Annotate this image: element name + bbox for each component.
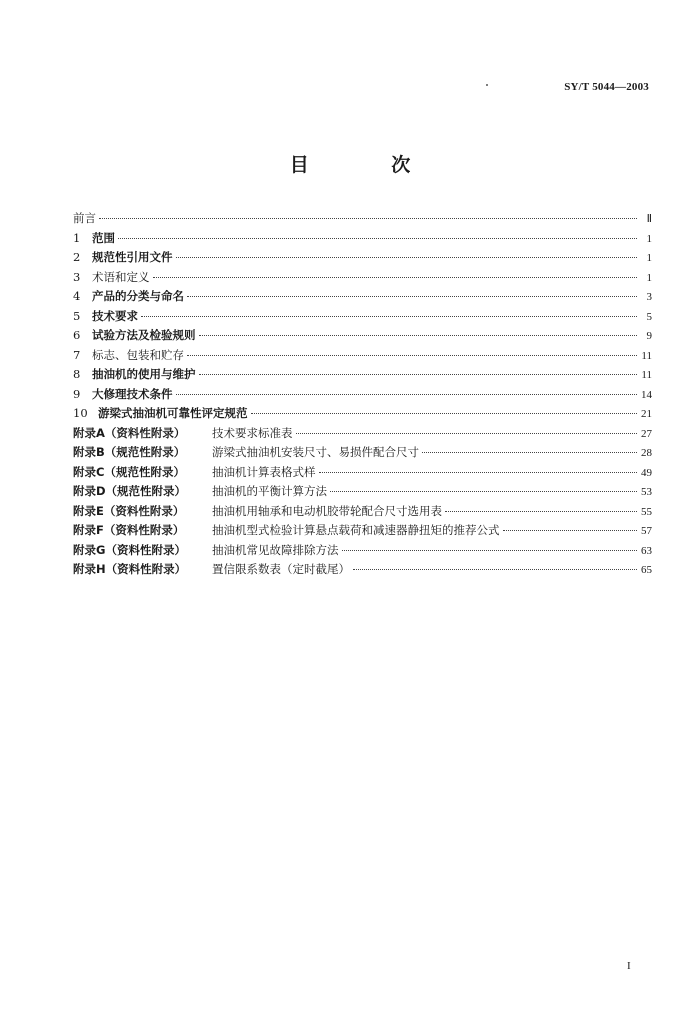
- toc-entry-appendix[interactable]: [73, 541, 652, 561]
- toc-entry-page: 1: [646, 252, 652, 264]
- dot-leader: [141, 316, 637, 317]
- dot-leader: [99, 218, 637, 219]
- toc-entry-appendix[interactable]: [73, 521, 652, 541]
- toc-entry-page: 11: [641, 369, 652, 381]
- appendix-tag: 附录F（资料性附录）: [73, 523, 185, 537]
- toc-entry-page: Ⅱ: [646, 213, 652, 225]
- toc-entry-chapter[interactable]: [73, 229, 652, 249]
- toc-entry-page: 63: [641, 544, 652, 557]
- dot-leader: [187, 355, 637, 356]
- appendix-tag: 附录A（资料性附录）: [73, 425, 186, 440]
- dot-leader: [153, 277, 638, 278]
- toc-entry-page: 5: [646, 310, 652, 323]
- toc-entry-foreword[interactable]: [73, 209, 652, 229]
- toc-entry-number: 4: [73, 289, 81, 303]
- toc-entry-chapter[interactable]: [73, 248, 652, 268]
- toc-entry-page: 3: [646, 291, 652, 303]
- toc-entry-page: 1: [646, 271, 652, 284]
- dot-leader: [445, 511, 637, 512]
- dot-leader: [199, 374, 638, 375]
- toc-entry-number: 6: [73, 328, 81, 342]
- dot-leader: [353, 569, 637, 570]
- toc-entry-page: 1: [646, 232, 652, 245]
- toc-entry-page: 55: [641, 505, 652, 518]
- toc-entry-chapter[interactable]: [73, 268, 652, 288]
- toc-entry-label: 术语和定义: [92, 269, 150, 284]
- scan-speck: [486, 84, 488, 86]
- appendix-tag: 附录H（资料性附录）: [73, 562, 187, 576]
- toc-entry-page: 14: [641, 388, 652, 401]
- toc-entry-chapter[interactable]: [73, 404, 652, 424]
- dot-leader: [296, 433, 638, 434]
- toc-entry-page: 53: [641, 486, 652, 498]
- toc-entry-page: 28: [641, 447, 652, 459]
- toc-entry-label: 抽油机计算表格式样: [212, 464, 316, 479]
- toc-entry-appendix[interactable]: [73, 424, 652, 444]
- appendix-tag: 附录D（规范性附录）: [73, 484, 187, 498]
- dot-leader: [187, 296, 637, 297]
- toc-entry-page: 27: [641, 427, 652, 440]
- toc-entry-number: 3: [73, 269, 81, 284]
- toc-entry-number: 7: [73, 347, 81, 362]
- toc-entry-label: 规范性引用文件: [92, 250, 173, 264]
- appendix-tag: 附录C（规范性附录）: [73, 464, 185, 479]
- toc-entry-page: 49: [641, 466, 652, 479]
- toc-entry-label: 产品的分类与命名: [92, 289, 184, 303]
- dot-leader: [118, 238, 637, 239]
- appendix-tag: 附录E（资料性附录）: [73, 503, 185, 518]
- toc-entry-label: 范围: [92, 230, 115, 245]
- appendix-tag: 附录B（规范性附录）: [73, 445, 186, 459]
- toc-entry-number: 2: [73, 250, 81, 264]
- toc-entry-appendix[interactable]: [73, 482, 652, 502]
- toc-entry-label: 游梁式抽油机安装尺寸、易损件配合尺寸: [212, 445, 419, 459]
- toc-entry-chapter[interactable]: [73, 385, 652, 405]
- dot-leader: [251, 413, 638, 414]
- toc-entry-appendix[interactable]: [73, 502, 652, 522]
- toc-entry-page: 9: [646, 330, 652, 342]
- toc-entry-number: 1: [73, 230, 81, 245]
- toc-entry-chapter[interactable]: [73, 287, 652, 307]
- toc-entry-page: 57: [641, 525, 652, 537]
- toc-entry-number: 10: [73, 406, 88, 420]
- toc-entry-label: 技术要求标准表: [212, 425, 293, 440]
- toc-entry-label: 置信限系数表（定时截尾）: [212, 562, 350, 576]
- toc-entry-label: 抽油机常见故障排除方法: [212, 542, 339, 557]
- toc-entry-label: 抽油机的平衡计算方法: [212, 484, 327, 498]
- toc-entry-label: 前言: [73, 211, 96, 225]
- toc-entry-chapter[interactable]: [73, 326, 652, 346]
- toc-entry-number: 5: [73, 308, 81, 323]
- toc-entry-label: 抽油机用轴承和电动机胶带轮配合尺寸选用表: [212, 503, 442, 518]
- toc-entry-chapter[interactable]: [73, 365, 652, 385]
- dot-leader: [176, 394, 638, 395]
- toc-entry-appendix[interactable]: [73, 443, 652, 463]
- toc-entry-number: 8: [73, 367, 81, 381]
- dot-leader: [176, 257, 638, 258]
- table-of-contents: [73, 209, 652, 580]
- toc-entry-chapter[interactable]: [73, 307, 652, 327]
- page-number: I: [627, 960, 631, 972]
- toc-entry-number: 9: [73, 386, 81, 401]
- appendix-tag: 附录G（资料性附录）: [73, 542, 186, 557]
- toc-entry-appendix[interactable]: [73, 463, 652, 483]
- toc-entry-chapter[interactable]: [73, 346, 652, 366]
- dot-leader: [503, 530, 638, 531]
- page-title: 目 次: [289, 154, 449, 176]
- toc-entry-label: 试验方法及检验规则: [92, 328, 196, 342]
- standard-code: SY/T 5044—2003: [564, 81, 649, 93]
- toc-entry-page: 65: [641, 564, 652, 576]
- toc-entry-appendix[interactable]: [73, 560, 652, 580]
- dot-leader: [422, 452, 637, 453]
- toc-entry-label: 标志、包装和贮存: [92, 347, 184, 362]
- toc-entry-label: 抽油机型式检验计算悬点载荷和减速器静扭矩的推荐公式: [212, 523, 500, 537]
- toc-entry-label: 大修理技术条件: [92, 386, 173, 401]
- toc-entry-label: 技术要求: [92, 308, 138, 323]
- dot-leader: [330, 491, 637, 492]
- dot-leader: [342, 550, 638, 551]
- dot-leader: [319, 472, 638, 473]
- toc-entry-page: 21: [641, 408, 652, 420]
- dot-leader: [199, 335, 638, 336]
- toc-entry-label: 游梁式抽油机可靠性评定规范: [98, 406, 248, 420]
- toc-entry-page: 11: [641, 349, 652, 362]
- toc-entry-label: 抽油机的使用与维护: [92, 367, 196, 381]
